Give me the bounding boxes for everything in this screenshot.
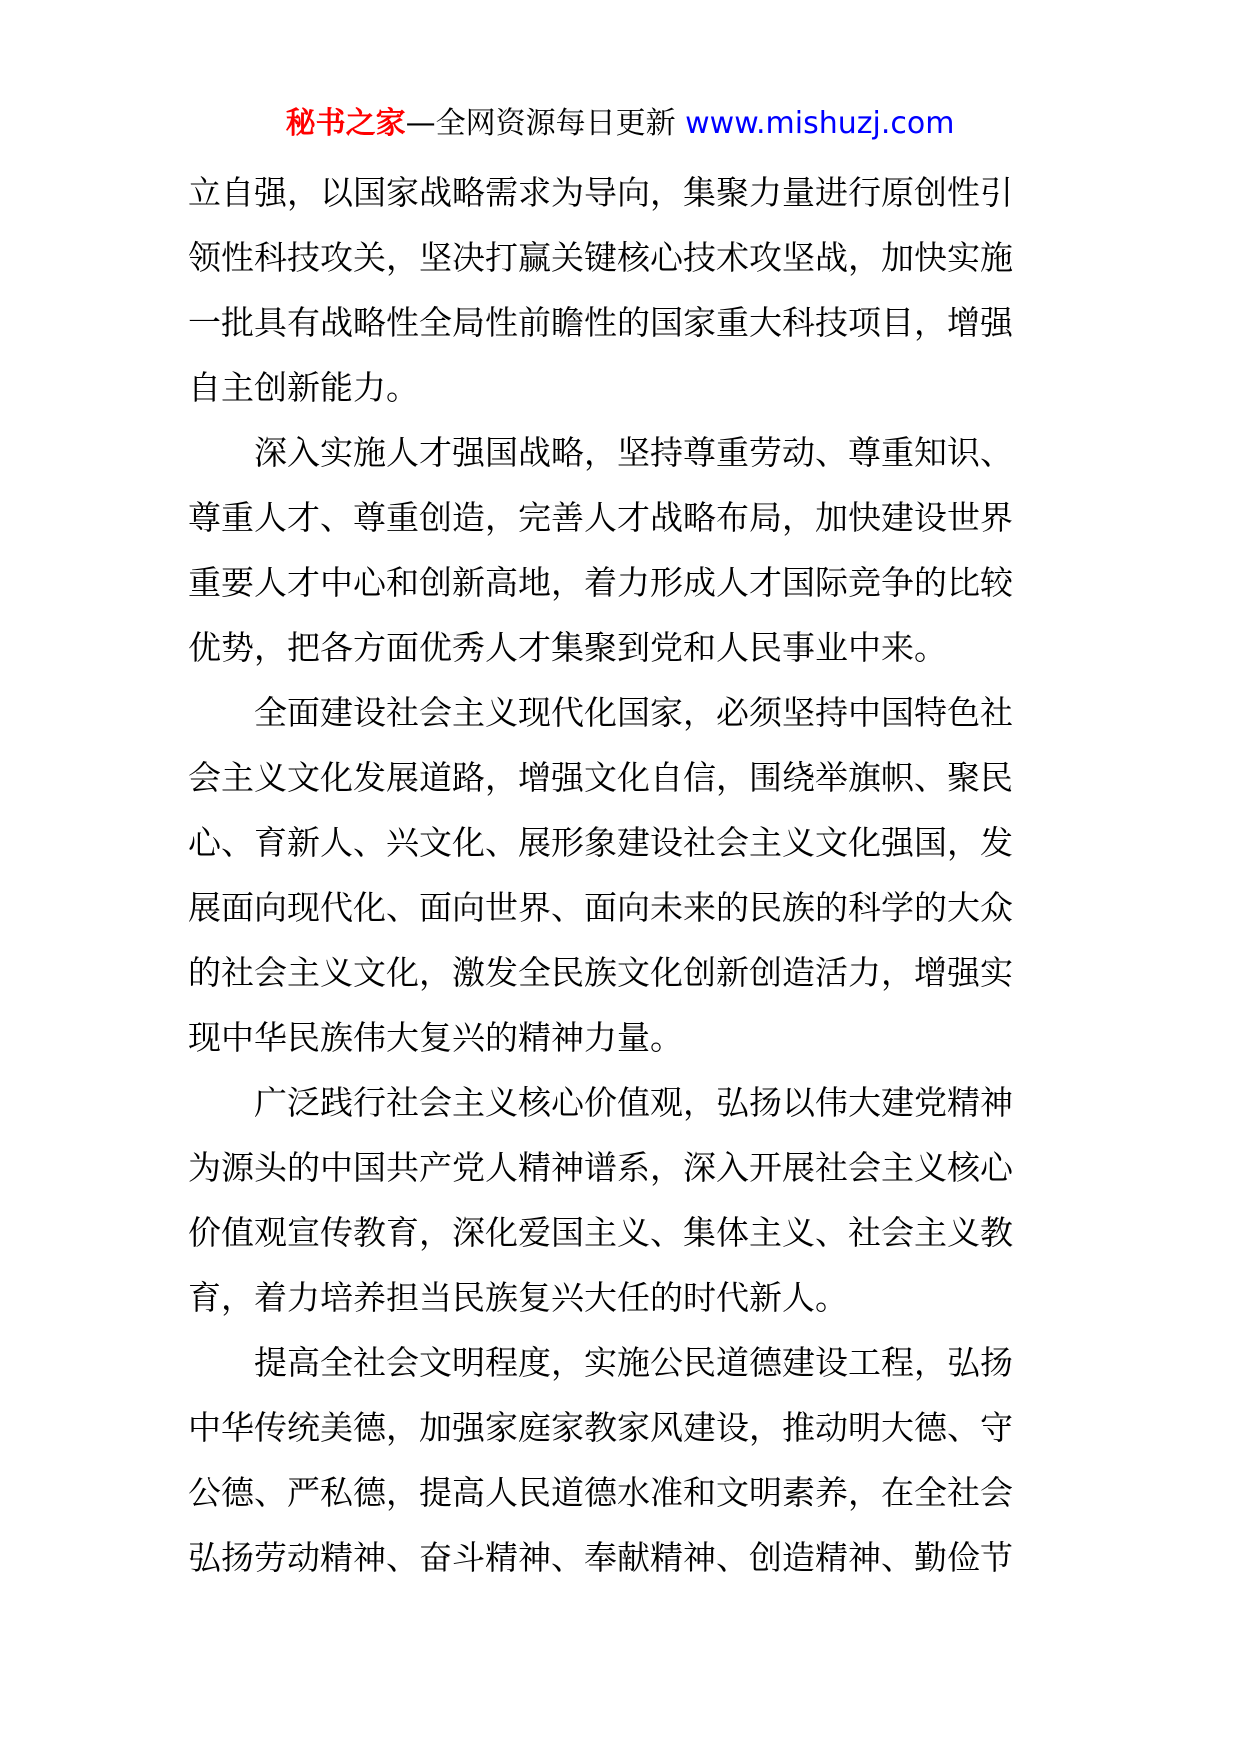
text-line: 价值观宣传教育，深化爱国主义、集体主义、社会主义教 bbox=[188, 1213, 1013, 1252]
text-line: 公德、严私德，提高人民道德水准和文明素养，在全社会 bbox=[188, 1473, 1013, 1512]
text-line: 提高全社会文明程度，实施公民道德建设工程，弘扬 bbox=[254, 1343, 1013, 1382]
text-line: 的社会主义文化，激发全民族文化创新创造活力，增强实 bbox=[188, 953, 1013, 992]
text-line: 广泛践行社会主义核心价值观，弘扬以伟大建党精神 bbox=[254, 1083, 1013, 1122]
text-line: 深入实施人才强国战略，坚持尊重劳动、尊重知识、 bbox=[254, 433, 1013, 472]
text-line: 优势，把各方面优秀人才集聚到党和人民事业中来。 bbox=[188, 628, 947, 667]
page-header bbox=[0, 104, 1240, 144]
text-line: 育，着力培养担当民族复兴大任的时代新人。 bbox=[188, 1278, 848, 1317]
brand-name: 秘书之家 bbox=[285, 106, 406, 141]
document-body bbox=[188, 160, 1058, 1590]
header-tagline: —全网资源每日更新 bbox=[405, 106, 686, 141]
text-line: 中华传统美德，加强家庭家教家风建设，推动明大德、守 bbox=[188, 1408, 1013, 1447]
text-line: 为源头的中国共产党人精神谱系，深入开展社会主义核心 bbox=[188, 1148, 1013, 1187]
text-line: 重要人才中心和创新高地，着力形成人才国际竞争的比较 bbox=[188, 563, 1013, 602]
text-line: 现中华民族伟大复兴的精神力量。 bbox=[188, 1018, 683, 1057]
text-line: 一批具有战略性全局性前瞻性的国家重大科技项目，增强 bbox=[188, 303, 1013, 342]
text-line: 心、育新人、兴文化、展形象建设社会主义文化强国，发 bbox=[188, 823, 1013, 862]
text-line: 领性科技攻关，坚决打赢关键核心技术攻坚战，加快实施 bbox=[188, 238, 1013, 277]
text-line: 立自强，以国家战略需求为导向，集聚力量进行原创性引 bbox=[188, 173, 1013, 212]
text-line: 弘扬劳动精神、奋斗精神、奉献精神、创造精神、勤俭节 bbox=[188, 1538, 1013, 1577]
text-line: 展面向现代化、面向世界、面向未来的民族的科学的大众 bbox=[188, 888, 1013, 927]
text-line: 尊重人才、尊重创造，完善人才战略布局，加快建设世界 bbox=[188, 498, 1013, 537]
text-line: 自主创新能力。 bbox=[188, 368, 419, 407]
text-line: 会主义文化发展道路，增强文化自信，围绕举旗帜、聚民 bbox=[188, 758, 1013, 797]
site-url-link[interactable]: www.mishuzj.com bbox=[685, 106, 955, 141]
text-line: 全面建设社会主义现代化国家，必须坚持中国特色社 bbox=[254, 693, 1013, 732]
